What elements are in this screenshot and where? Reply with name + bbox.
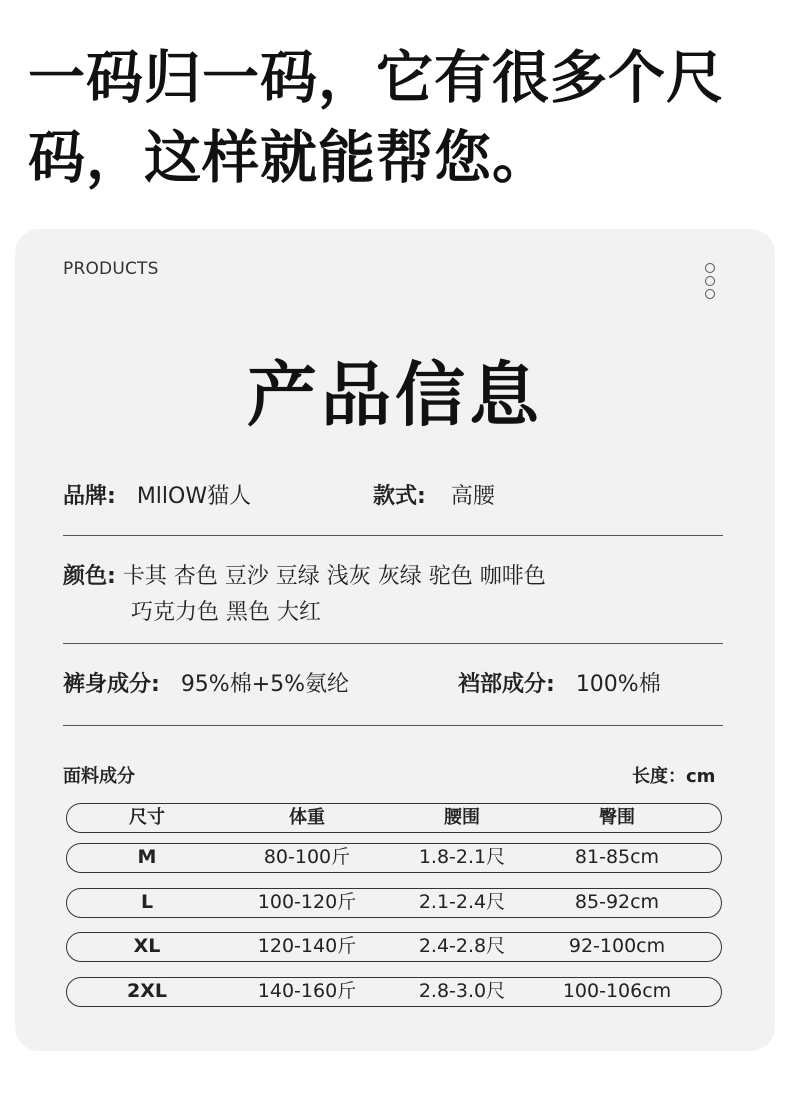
table-header [66, 803, 722, 833]
header-waist: 腰围 [444, 807, 480, 828]
hip-cell: 100-106cm [562, 979, 672, 1002]
page-title: 产品信息 [247, 354, 543, 436]
weight-cell: 100-120斤 [257, 890, 357, 913]
header-hip: 臀围 [599, 807, 635, 828]
style-row [373, 479, 495, 510]
product-info-card [15, 229, 775, 1051]
body-material-row [63, 667, 349, 698]
size-cell: L [140, 890, 154, 913]
weight-cell: 80-100斤 [263, 846, 351, 868]
size-table [66, 803, 722, 1021]
brand-row [63, 479, 251, 510]
fabric-label: 面料成分 [63, 766, 135, 787]
products-label: PRODUCTS [63, 259, 159, 279]
header-size: 尺寸 [129, 807, 165, 828]
style-label: 款式: [373, 484, 426, 509]
colors-line-1: 卡其 杏色 豆沙 豆绿 浅灰 灰绿 驼色 咖啡色 [122, 564, 546, 589]
body-material-value: 95%棉+5%氨纶 [180, 672, 350, 697]
size-cell: 2XL [127, 979, 167, 1002]
colors-line-2: 巧克力色 黑色 大红 [131, 600, 321, 625]
divider [63, 643, 723, 644]
crotch-material-row [458, 667, 661, 698]
colors-row [63, 559, 546, 631]
waist-cell: 1.8-2.1尺 [418, 846, 506, 868]
hip-cell: 81-85cm [574, 846, 660, 868]
weight-cell: 120-140斤 [257, 935, 357, 957]
table-row [66, 977, 722, 1007]
crotch-material-label: 裆部成分: [458, 672, 555, 697]
hip-cell: 85-92cm [574, 890, 660, 913]
size-cell: M [137, 846, 157, 868]
crotch-material-value: 100%棉 [575, 672, 661, 697]
body-material-label: 裤身成分: [63, 672, 160, 697]
weight-cell: 140-160斤 [257, 979, 357, 1002]
divider [63, 725, 723, 726]
waist-cell: 2.1-2.4尺 [418, 890, 506, 913]
headline: 一码归一码，它有很多个尺码，这样就能帮您。 [28, 45, 724, 191]
style-value: 高腰 [450, 484, 495, 509]
table-row [66, 888, 722, 918]
table-row [66, 843, 722, 873]
waist-cell: 2.4-2.8尺 [418, 935, 506, 957]
waist-cell: 2.8-3.0尺 [418, 979, 506, 1002]
length-unit-label: 长度：cm [632, 766, 716, 787]
brand-value: MllOW猫人 [136, 484, 252, 509]
divider [63, 535, 723, 536]
table-row [66, 932, 722, 962]
header-weight: 体重 [289, 807, 325, 828]
brand-label: 品牌: [63, 484, 116, 509]
hip-cell: 92-100cm [568, 935, 666, 957]
size-cell: XL [133, 935, 161, 957]
colors-label: 颜色: [63, 564, 116, 589]
dots-icon [705, 263, 719, 302]
